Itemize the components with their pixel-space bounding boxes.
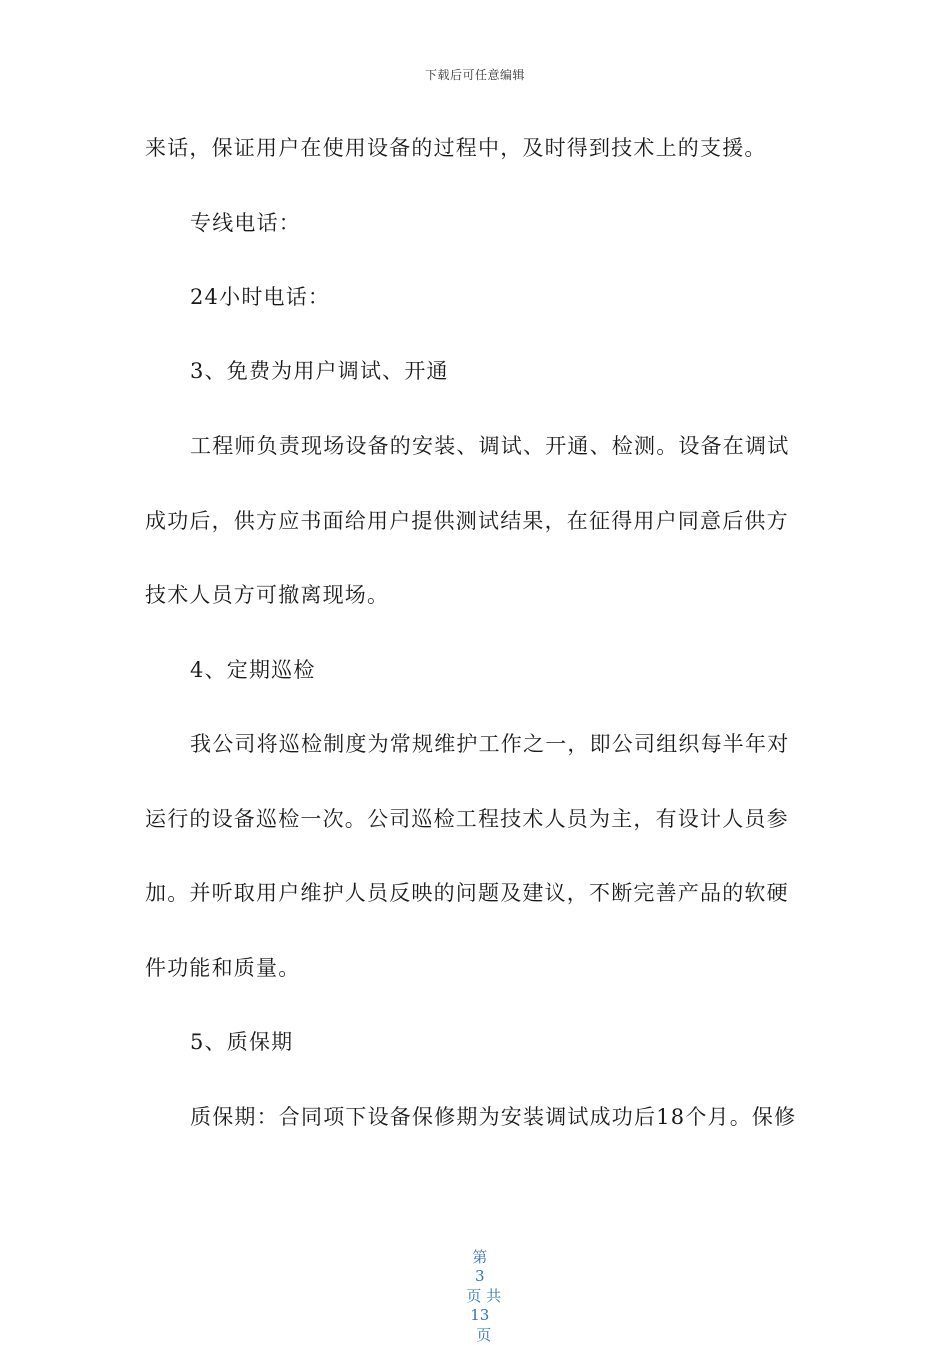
section-heading: 5、质保期: [190, 1030, 294, 1054]
body-line: 技术人员方可撤离现场。: [145, 583, 390, 607]
body-line: 成功后，供方应书面给用户提供测试结果，在征得用户同意后供方: [145, 509, 789, 533]
body-line: 专线电话：: [190, 211, 301, 235]
body-line: 工程师负责现场设备的安装、调试、开通、检测。设备在调试: [190, 434, 790, 458]
page-label-prefix: 第: [472, 1248, 488, 1266]
page-label-suffix: 页: [476, 1326, 492, 1344]
total-pages-number: 13: [470, 1306, 490, 1324]
body-line: 24小时电话：: [190, 285, 331, 309]
page-header: 下载后可任意编辑: [424, 68, 525, 82]
page-label-mid: 页 共: [466, 1287, 502, 1305]
section-heading: 3、免费为用户调试、开通: [190, 359, 449, 383]
page-footer: [0, 1228, 950, 1345]
body-line: 加。并听取用户维护人员反映的问题及建议，不断完善产品的软硬: [145, 881, 789, 905]
body-line: 件功能和质量。: [145, 956, 301, 980]
current-page-number: 3: [474, 1267, 485, 1285]
body-line: 质保期：合同项下设备保修期为安装调试成功后18个月。保修: [190, 1105, 797, 1129]
section-heading: 4、定期巡检: [190, 658, 316, 682]
body-line: 我公司将巡检制度为常规维护工作之一，即公司组织每半年对: [190, 732, 790, 756]
body-line: 来话，保证用户在使用设备的过程中，及时得到技术上的支援。: [145, 136, 767, 160]
body-line: 运行的设备巡检一次。公司巡检工程技术人员为主，有设计人员参: [145, 807, 789, 831]
